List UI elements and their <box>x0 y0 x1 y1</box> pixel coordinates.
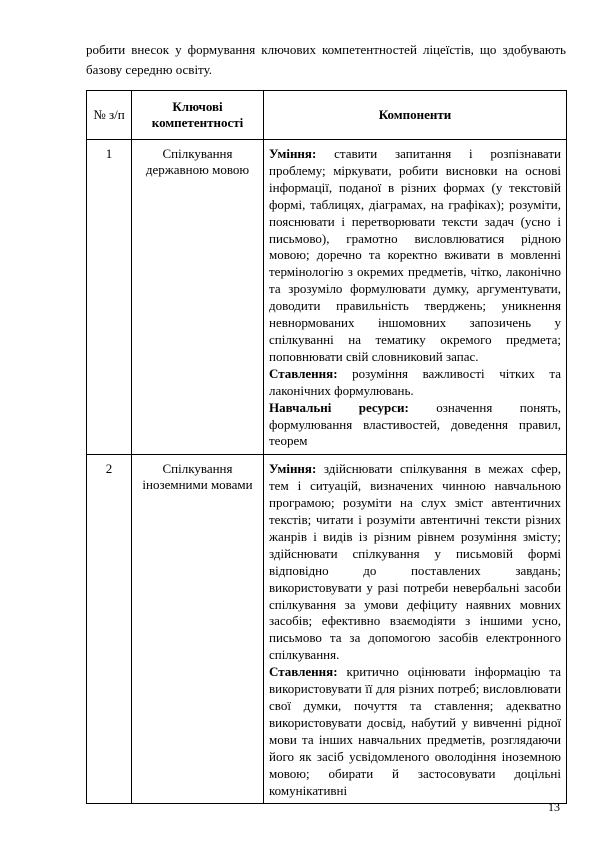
component-section <box>269 664 561 799</box>
competence-name: Спілкування іноземними мовами <box>132 455 264 804</box>
section-label: Ставлення: <box>269 664 338 680</box>
section-text: ставити запитання і розпізнавати проблему; міркувати, робити висновки на основі інформації, поданої в різних формах (у текстовій формі, таблицях, діаграмах, на графіках); розуміти, пояснювати і перетворювати тексти задач (усно і письмово), грамотно висловлюватися рідною мовою; доречно та коректно вживати в мовленні термінологію з окремих предметів, чітко, лаконічно та зрозуміло формулювати думку, аргументувати, доводити правильність тверджень; уникнення невнормованих іншомовних запозичень у спілкуванні на тематику окремого предмета; поповнювати свій словниковий запас. <box>269 146 562 364</box>
section-text: означення понять, формулювання властивостей, доведення правил, теорем <box>269 399 561 449</box>
component-section <box>269 366 561 400</box>
header-number: № з/п <box>87 91 132 140</box>
row-number: 2 <box>87 455 132 804</box>
page-number: 13 <box>548 800 560 814</box>
section-text: здійснювати спілкування в межах сфер, тем і ситуацій, визначених чинною навчальною програмою; розуміти на слух зміст автентичних текстів; читати і розуміти автентичні тексти різних жанрів і видів із різним рівнем розуміння змісту; здійснювати спілкування у письмовій формі відповідно до поставлених завдань; використовувати у разі потреби невербальні засоби спілкування за умови дефіциту наявних мовних засобів; ефективно взаємодіяти з іншими усно, письмово та за допомогою засобів електронного спілкування. <box>269 461 561 663</box>
table-row <box>87 455 567 804</box>
table-header-row <box>87 91 567 140</box>
row-number: 1 <box>87 140 132 455</box>
component-section <box>269 400 561 451</box>
component-section <box>269 146 561 366</box>
component-section <box>269 461 561 664</box>
section-text: критично оцінювати інформацію та використовувати її для різних потреб; висловлювати свої думки, почуття та ставлення; адекватно використовувати досвід, набутий у вивченні рідної мови та інших навчальних предметів, розглядаючи його як засіб усвідомленого оволодіння іноземною мовою; обирати й застосовувати доцільні комунікативні <box>269 664 561 798</box>
header-components: Компоненти <box>264 91 567 140</box>
components-cell <box>264 140 567 455</box>
components-cell <box>264 455 567 804</box>
section-label: Ставлення: <box>269 365 338 381</box>
competence-name: Спілкування державною мовою <box>132 140 264 455</box>
intro-paragraph: робити внесок у формування ключових компетентностей ліцеїстів, що здобувають базову середню освіту. <box>86 42 566 77</box>
section-text: розуміння важливості чітких та лаконічних формулювань. <box>269 365 561 398</box>
table-row <box>87 140 567 455</box>
competence-table <box>86 90 567 804</box>
section-label: Уміння: <box>269 461 317 477</box>
header-competence: Ключові компетентності <box>132 91 264 140</box>
section-label: Навчальні ресурси: <box>269 399 409 415</box>
section-label: Уміння: <box>269 146 317 161</box>
